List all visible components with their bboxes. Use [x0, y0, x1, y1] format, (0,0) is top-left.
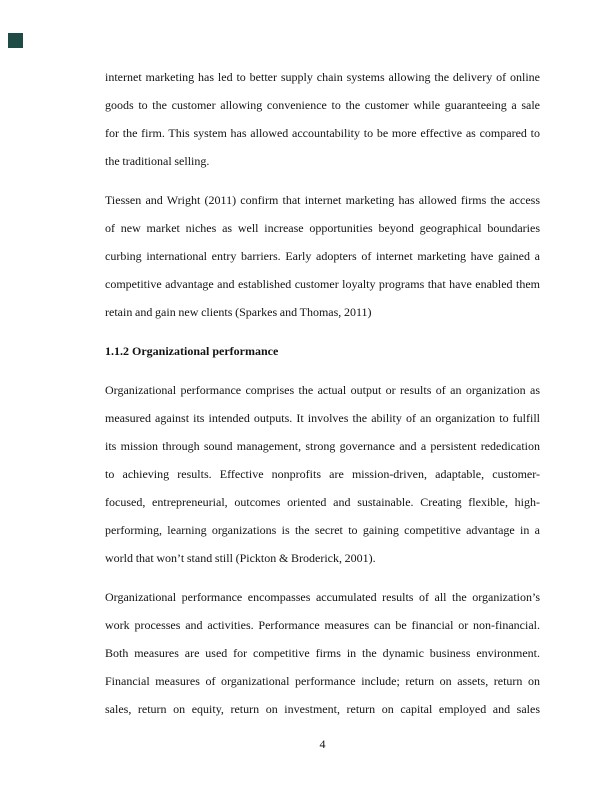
text-line: retain and gain new clients (Sparkes and Thomas, 2011) [105, 305, 372, 319]
text-line: goods to the customer allowing convenience to the customer while guaranteeing a sale [105, 98, 540, 112]
text-line: world that won’t stand still (Pickton & Broderick, 2001). [105, 551, 376, 565]
page-body [105, 63, 540, 723]
paragraph [105, 63, 540, 175]
text-line: Organizational performance encompasses accumulated results of all the organization’s [105, 590, 540, 604]
page-footer [105, 730, 540, 758]
text-line: focused, entrepreneurial, outcomes oriented and sustainable. Creating flexible, high- [105, 495, 540, 509]
text-line: performing, learning organizations is the secret to gaining competitive advantage in a [105, 523, 540, 537]
text-line: for the firm. This system has allowed accountability to be more effective as compared to [105, 126, 540, 140]
paragraph [105, 583, 540, 723]
text-line: Organizational performance comprises the actual output or results of an organization as [105, 383, 540, 397]
text-line: to achieving results. Effective nonprofits are mission-driven, adaptable, customer- [105, 467, 540, 481]
text-line: curbing international entry barriers. Early adopters of internet marketing have gained a [105, 249, 540, 263]
text-line: internet marketing has led to better supply chain systems allowing the delivery of online [105, 70, 540, 84]
paragraph [105, 186, 540, 326]
text-line: its mission through sound management, strong governance and a persistent rededication [105, 439, 540, 453]
text-line: measured against its intended outputs. It involves the ability of an organization to fulfill [105, 411, 540, 425]
paragraph [105, 376, 540, 572]
text-line: the traditional selling. [105, 154, 210, 168]
section-heading: 1.1.2 Organizational performance [105, 344, 279, 358]
text-line: of new market niches as well increase opportunities beyond geographical boundaries [105, 221, 540, 235]
corner-marker-icon [8, 33, 23, 48]
text-line: competitive advantage and established customer loyalty programs that have enabled them [105, 277, 540, 291]
page-number: 4 [319, 737, 326, 751]
text-line: Financial measures of organizational performance include; return on assets, return on [105, 674, 540, 688]
text-line: Both measures are used for competitive firms in the dynamic business environment. [105, 646, 540, 660]
text-line: work processes and activities. Performance measures can be financial or non-financial. [105, 618, 540, 632]
text-line: Tiessen and Wright (2011) confirm that internet marketing has allowed firms the access [105, 193, 540, 207]
text-line: sales, return on equity, return on investment, return on capital employed and sales [105, 702, 540, 716]
